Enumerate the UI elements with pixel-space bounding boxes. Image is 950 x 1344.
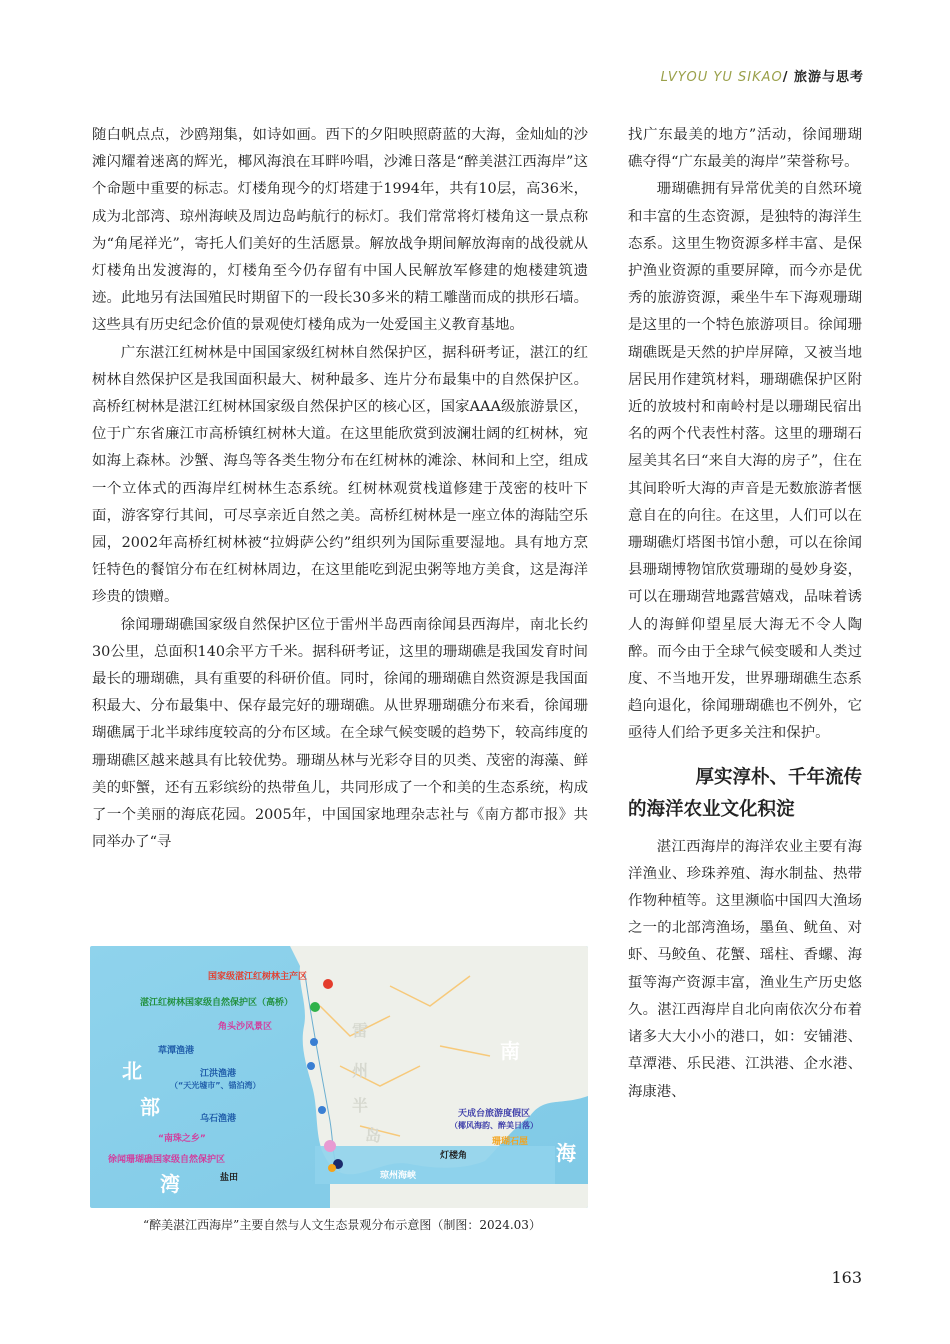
map-marker: [307, 1062, 315, 1070]
sea-label: 北: [122, 1059, 142, 1083]
paragraph: 珊瑚礁拥有异常优美的自然环境和丰富的生态资源，是独特的海洋生态系。这里生物资源多样丰富、是保护渔业资源的重要屏障，而今亦是优秀的旅游资源，乘坐牛车下海观珊瑚是这里的一个特色旅游项目。徐闻珊瑚礁既是天然的护岸屏障，又被当地居民用作建筑材料，珊瑚礁保护区附近的放坡村和南岭村是以珊瑚民宿出名的两个代表性村落。这里的珊瑚石屋美其名曰“来自大海的房子”，住在其间聆听大海的声音是无数旅游者惬意自在的向往。在这里，人们可以在珊瑚礁灯塔图书馆小憩，可以在徐闻县珊瑚博物馆欣赏珊瑚的曼妙身姿，可以在珊瑚营地露营嬉戏，品味着诱人的海鲜仰望星辰大海无不令人陶醉。而今由于全球气候变暖和人类过度、不当地开发，世界珊瑚礁生态系趋向退化，徐闻珊瑚礁也不例外，它亟待人们给予更多关注和保护。: [628, 181, 862, 742]
map-label: 徐闻珊瑚礁国家级自然保护区: [108, 1155, 226, 1165]
map-figure: [90, 946, 588, 1208]
map-marker: [318, 1106, 326, 1114]
page-number: 163: [831, 1268, 862, 1287]
running-header: [661, 66, 864, 85]
left-column: [92, 122, 588, 856]
map-label: “南珠之乡”: [158, 1134, 206, 1144]
paragraph: 随白帆点点，沙鸥翔集，如诗如画。西下的夕阳映照蔚蓝的大海，金灿灿的沙滩闪耀着迷离的辉光，椰风海浪在耳畔吟唱，沙滩日落是“醉美湛江西海岸”这个命题中重要的标志。灯楼角现今的灯塔建于1994年，共有10层，高36米，成为北部湾、琼州海峡及周边岛屿航行的标灯。我们常常将灯楼角这一景点称为“角尾祥光”，寄托人们美好的生活愿景。解放战争期间解放海南的战役就从灯楼角出发渡海的，灯楼角至今仍存留有中国人民解放军修建的炮楼建筑遗迹。此地另有法国殖民时期留下的一段长30多米的精工雕凿而成的拱形石墙。这些具有历史纪念价值的景观使灯楼角成为一处爱国主义教育基地。: [92, 127, 588, 334]
map-marker: [328, 1164, 336, 1172]
map-label: 湛江红树林国家级自然保护区（高桥）: [140, 998, 294, 1008]
map-marker: [310, 1038, 318, 1046]
paragraph: 湛江西海岸的海洋农业主要有海洋渔业、珍珠养殖、海水制盐、热带作物种植等。这里濒临中国四大渔场之一的北部湾渔场，墨鱼、鱿鱼、对虾、马鲛鱼、花蟹、瑶柱、香螺、海蜇等海产资源丰富，渔业生产历史悠久。湛江西海岸自北向南依次分布着诸多大大小小的港口，如：安铺港、草潭港、乐民港、江洪港、企水港、海康港、: [628, 838, 862, 1100]
sea-label: 海: [556, 1141, 576, 1165]
map-svg: [90, 946, 588, 1208]
map-marker: [324, 1140, 336, 1152]
land-label: 雷: [352, 1021, 369, 1040]
map-label: 盐田: [220, 1173, 239, 1183]
sea-label: 部: [140, 1095, 160, 1119]
map-label: 江洪渔港: [200, 1069, 237, 1079]
section-title-line: 的海洋农业文化积淀: [628, 798, 795, 820]
hainan-land: [330, 1184, 588, 1208]
map-label: 角头沙风景区: [218, 1022, 273, 1032]
map-label: 乌石渔港: [200, 1114, 237, 1124]
map-label: 草潭渔港: [158, 1046, 195, 1056]
map-marker: [323, 979, 333, 989]
map-label: 天成台旅游度假区: [458, 1109, 531, 1119]
map-label: （“天光墟市”、锚泊湾）: [170, 1081, 261, 1090]
right-column: [628, 122, 862, 1106]
map-label: 珊瑚石屋: [492, 1137, 529, 1147]
land-label: 州: [352, 1061, 369, 1080]
paragraph: 找广东最美的地方”活动，徐闻珊瑚礁夺得“广东最美的海岸”荣誉称号。: [628, 127, 862, 171]
map-marker: [310, 1002, 320, 1012]
strait-label: 琼州海峡: [380, 1171, 417, 1181]
section-title-line: 厚实淳朴、千年流传: [695, 766, 862, 788]
map-label: 灯楼角: [440, 1151, 468, 1161]
sea-label: 湾: [160, 1172, 180, 1196]
sea-label: 南: [500, 1039, 520, 1063]
map-label: 国家级湛江红树林主产区: [208, 972, 308, 982]
land-label: 半: [352, 1096, 369, 1115]
paragraph: 广东湛江红树林是中国国家级红树林自然保护区，据科研考证，湛江的红树林自然保护区是我国面积最大、树种最多、连片分布最集中的自然保护区。高桥红树林是湛江红树林国家级自然保护区的核心区，国家AAA级旅游景区，位于广东省廉江市高桥镇红树林大道。在这里能欣赏到波澜壮阔的红树林，宛如海上森林。沙蟹、海鸟等各类生物分布在红树林的滩涂、林间和上空，组成一个立体式的西海岸红树林生态系统。红树林观赏栈道修建于茂密的枝叶下面，游客穿行其间，可尽享亲近自然之美。高桥红树林是一座立体的海陆空乐园，2002年高桥红树林被“拉姆萨公约”组织列为国际重要湿地。具有地方烹饪特色的餐馆分布在红树林周边，在这里能吃到泥虫粥等地方美食，这是海洋珍贵的馈赠。: [92, 344, 588, 606]
land-label: 岛: [365, 1126, 382, 1145]
header-chinese: / 旅游与思考: [782, 70, 864, 85]
figure-caption: “醉美湛江西海岸”主要自然与人文生态景观分布示意图（制图：2024.03）: [143, 1218, 541, 1232]
header-english: LVYOU YU SIKAO: [660, 70, 783, 85]
section-title: [628, 762, 862, 826]
map-label: （椰风海韵、醉美日落）: [450, 1121, 538, 1130]
strait-water: [315, 1146, 555, 1184]
paragraph: 徐闻珊瑚礁国家级自然保护区位于雷州半岛西南徐闻县西海岸，南北长约30公里，总面积140余平方千米。据科研考证，这里的珊瑚礁是我国发育时间最长的珊瑚礁，具有重要的科研价值。同时，徐闻的珊瑚礁自然资源是我国面积最大、分布最集中、保存最完好的珊瑚礁。从世界珊瑚礁分布来看，徐闻珊瑚礁属于北半球纬度较高的分布区域。在全球气候变暖的趋势下，较高纬度的珊瑚礁区越来越具有比较优势。珊瑚丛林与光彩夺目的贝类、茂密的海藻、鲜美的虾蟹，还有五彩缤纷的热带鱼儿，共同形成了一个和美的生态系统，构成了一个美丽的海底花园。2005年，中国国家地理杂志社与《南方都市报》共同举办了“寻: [92, 616, 588, 851]
